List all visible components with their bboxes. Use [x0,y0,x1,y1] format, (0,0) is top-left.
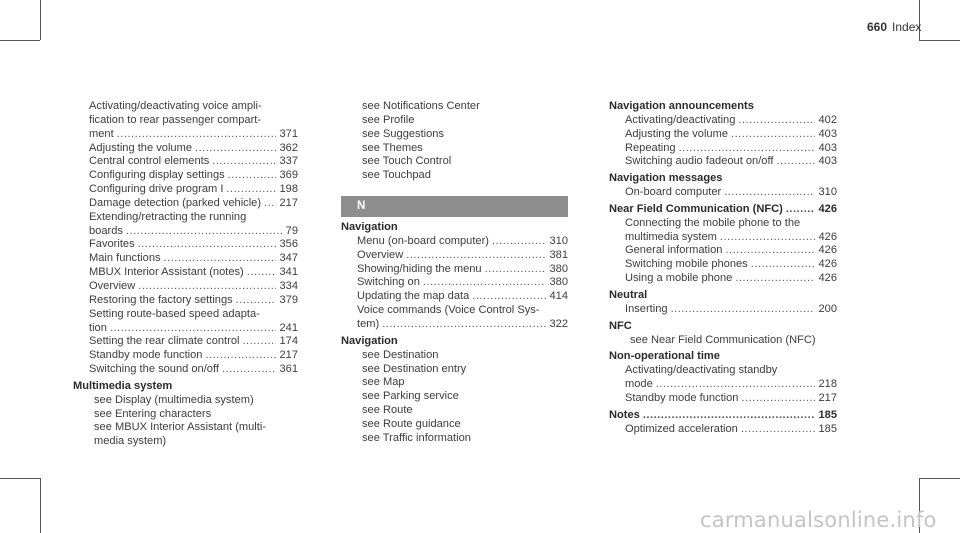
index-entry[interactable] [341,290,568,304]
section-letter-header: N [341,196,568,217]
page-reference[interactable]: 322 [549,317,568,330]
entry-text: see Touch Control [362,155,452,168]
entry-text: Navigation messages [609,172,723,185]
index-entry[interactable] [609,303,837,317]
entry-text: see MBUX Interior Assistant (multi- [94,421,267,434]
dot-leader [724,186,815,200]
entry-row [89,169,298,183]
page-number: 660 [867,20,888,34]
index-entry[interactable] [609,186,837,200]
page-reference[interactable]: 403 [818,155,837,168]
entry-row [625,114,837,128]
entry-row [89,280,298,294]
entry-row [625,155,837,169]
entry-text-line: Setting route-based speed adapta- [89,307,260,320]
page-reference[interactable]: 185 [818,422,837,435]
index-cross-reference [73,421,298,435]
entry-text: media system) [94,435,167,448]
index-entry[interactable] [73,308,298,336]
page-reference[interactable]: 403 [818,127,837,140]
dot-leader [205,349,276,363]
entry-text: Overview [89,279,136,292]
crop-mark [40,0,41,40]
dot-leader [656,378,816,392]
entry-row [94,394,298,408]
entry-row [357,235,568,249]
entry-text: Near Field Communication (NFC) [609,202,783,215]
entry-row [89,238,298,252]
entry-text: MBUX Interior Assistant (notes) [89,266,244,279]
entry-row [609,172,837,186]
entry-text: Adjusting the volume [89,141,192,154]
index-entry[interactable] [73,142,298,156]
page-reference[interactable]: 217 [279,349,298,362]
entry-row [630,334,837,348]
entry-text: see Destination entry [362,362,467,375]
entry-text: Navigation [341,221,398,234]
entry-text: ment [89,127,114,140]
entry-row [357,249,568,263]
entry-text: Repeating [625,141,676,154]
index-heading [73,380,298,394]
dot-leader [751,258,816,272]
entry-row [89,322,298,336]
entry-text: Configuring drive program I [89,183,224,196]
page-reference[interactable]: 426 [818,202,837,215]
index-cross-reference [341,404,568,418]
page-reference[interactable]: 334 [279,279,298,292]
dot-leader [741,392,815,406]
dot-leader [741,423,816,437]
entry-row [362,390,568,404]
index-entry[interactable] [341,235,568,249]
dot-leader [776,155,815,169]
entry-row [625,392,837,406]
index-cross-reference [341,142,568,156]
entry-text: Main functions [89,252,161,265]
dot-leader [492,235,547,249]
entry-row [357,290,568,304]
entry-row [362,376,568,390]
page-reference[interactable]: 341 [279,266,298,279]
index-heading [609,289,837,303]
entry-text-line: Activating/deactivating standby [625,364,778,377]
entry-row [625,231,837,245]
entry-text: mode [625,378,653,391]
page-reference[interactable]: 337 [279,155,298,168]
entry-text: Configuring display settings [89,169,225,182]
index-entry[interactable] [609,128,837,142]
dot-leader [720,231,816,245]
entry-text-line: fication to rear passenger compart- [89,113,262,126]
entry-text-line: Voice commands (Voice Control Sys- [357,304,540,317]
entry-row [362,432,568,446]
entry-row [89,142,298,156]
entry-row [625,423,837,437]
entry-row [89,225,298,239]
index-cross-reference [341,349,568,363]
index-entry[interactable] [73,238,298,252]
dot-leader [472,290,546,304]
index-entry[interactable] [609,217,837,245]
index-entry[interactable] [73,349,298,363]
index-cross-reference [341,390,568,404]
entry-text: General information [625,244,723,257]
page-reference[interactable]: 310 [549,234,568,247]
index-entry[interactable] [341,276,568,290]
page-reference[interactable]: 402 [818,113,837,126]
entry-row [89,349,298,363]
watermark: carmanualsonline.info [700,508,937,532]
entry-text: Switching mobile phones [625,258,748,271]
index-entry[interactable] [73,169,298,183]
entry-text: see Notifications Center [362,100,480,112]
entry-text: On-board computer [625,186,722,199]
entry-row [362,349,568,363]
index-heading [341,335,568,349]
entry-text: Standby mode function [625,391,739,404]
index-entry[interactable] [73,100,298,142]
entry-row [357,318,568,332]
index-entry[interactable] [341,304,568,332]
entry-row [625,142,837,156]
index-entry[interactable] [609,244,837,258]
page-reference[interactable]: 174 [279,335,298,348]
entry-text: see Traffic information [362,431,471,444]
index-cross-reference [341,155,568,169]
index-entry[interactable] [73,252,298,266]
entry-text: Switching the sound on/off [89,363,219,376]
entry-text: Central control elements [89,155,210,168]
dot-leader [247,266,277,280]
entry-text: Inserting [625,302,668,315]
entry-text: Adjusting the volume [625,127,728,140]
entry-text: Neutral [609,288,648,301]
index-cross-reference [341,169,568,183]
page-reference[interactable]: 362 [279,141,298,154]
index-entry[interactable] [73,294,298,308]
entry-text: see Touchpad [362,169,431,182]
entry-text: Optimized acceleration [625,422,738,435]
index-entry[interactable] [73,266,298,280]
index-cross-reference [341,100,568,114]
entry-text: Menu (on-board computer) [357,234,489,247]
entry-text: Switching on [357,276,420,289]
index-cross-reference [341,432,568,446]
index-heading [609,100,837,114]
index-entry[interactable] [73,335,298,349]
entry-text: Multimedia system [73,379,173,392]
entry-text: see Entering characters [94,407,212,420]
page-reference[interactable]: 414 [549,290,568,303]
page-reference[interactable]: 379 [279,293,298,306]
entry-row [362,155,568,169]
entry-row [89,294,298,308]
page-reference[interactable]: 380 [549,276,568,289]
crop-mark [0,478,40,479]
index-cross-reference [609,334,837,348]
entry-row [609,350,837,364]
index-cross-reference [341,128,568,142]
entry-text: Switching audio fadeout on/off [625,155,774,168]
entry-row [89,155,298,169]
entry-text: Using a mobile phone [625,272,733,285]
page-reference[interactable]: 217 [818,391,837,404]
index-entry[interactable] [73,280,298,294]
entry-text: see Profile [362,113,415,126]
entry-text: Non-operational time [609,350,720,363]
index-heading [609,320,837,334]
index-entry[interactable] [73,183,298,197]
entry-text: Navigation [341,334,398,347]
entry-text: Activating/deactivating [625,113,736,126]
index-cross-reference [341,114,568,128]
dot-leader [485,263,547,277]
dot-leader [138,238,277,252]
dot-leader [679,142,816,156]
entry-row [341,221,568,235]
index-entry[interactable] [609,142,837,156]
entry-row [362,128,568,142]
entry-text: see Near Field Communication (NFC) [630,333,816,346]
entry-row [73,380,298,394]
entry-row [625,272,837,286]
entry-row [89,266,298,280]
index-entry[interactable] [73,197,298,211]
entry-row [89,128,298,142]
page-header [867,20,921,34]
entry-text: Restoring the factory settings [89,293,233,306]
page-reference[interactable]: 369 [279,169,298,182]
entry-row [89,183,298,197]
page-reference[interactable]: 347 [279,252,298,265]
index-entry[interactable] [609,392,837,406]
page-reference[interactable]: 380 [549,262,568,275]
index-entry[interactable] [73,155,298,169]
index-cross-reference [341,376,568,390]
index-cross-reference [73,394,298,408]
entry-row [341,335,568,349]
entry-row [94,408,298,422]
entry-row [94,421,298,435]
page-reference[interactable]: 241 [279,321,298,334]
entry-text: boards [89,224,123,237]
index-column-2 [341,100,568,446]
dot-leader [242,335,276,349]
entry-text: Updating the map data [357,290,470,303]
entry-row [357,276,568,290]
entry-text: Favorites [89,238,135,251]
index-entry[interactable] [609,258,837,272]
page-reference[interactable]: 310 [818,186,837,199]
page-reference[interactable]: 426 [818,258,837,271]
entry-text: see Route [362,404,413,417]
index-cross-reference [341,363,568,377]
dot-leader [731,128,815,142]
entry-text: Navigation announcements [609,100,754,112]
entry-row [625,244,837,258]
dot-leader [195,142,276,156]
page-reference[interactable]: 426 [818,244,837,257]
entry-text-line: Extending/retracting the running [89,210,247,223]
entry-row [609,409,837,423]
index-entry[interactable] [341,249,568,263]
dot-leader [126,225,283,239]
dot-leader [738,114,815,128]
page-reference[interactable]: 426 [818,230,837,243]
entry-text: Notes [609,408,640,421]
crop-mark [919,478,960,479]
crop-mark [919,40,960,41]
entry-text: tem) [357,317,380,330]
entry-text: NFC [609,319,632,332]
index-entry[interactable] [609,364,837,392]
dot-leader [222,363,277,377]
index-entry[interactable] [73,211,298,239]
crop-mark [0,40,40,41]
dot-leader [226,183,276,197]
dot-leader [164,252,277,266]
entry-text-line: Connecting the mobile phone to the [625,216,801,229]
entry-row [609,289,837,303]
dot-leader [228,169,277,183]
page-reference[interactable]: 381 [549,248,568,261]
index-cross-reference [73,408,298,422]
entry-row [357,263,568,277]
dot-leader [236,294,277,308]
entry-text: see Route guidance [362,417,461,430]
page-reference[interactable]: 426 [818,272,837,285]
page-reference[interactable]: 200 [818,302,837,315]
entry-text: Showing/hiding the menu [357,262,482,275]
entry-row [625,258,837,272]
entry-row [362,169,568,183]
entry-row [89,335,298,349]
entry-row [625,186,837,200]
index-entry[interactable] [609,423,837,437]
index-heading[interactable] [609,409,837,423]
page-reference[interactable]: 356 [279,238,298,251]
page-title: Index [892,20,922,34]
dot-leader [212,155,276,169]
entry-text: see Suggestions [362,127,445,140]
index-column-1 [73,100,298,449]
entry-row [625,128,837,142]
entry-row [89,197,298,211]
index-heading [609,172,837,186]
entry-row [609,100,837,114]
index-heading [609,350,837,364]
page-reference[interactable]: 79 [285,224,298,237]
entry-row [362,100,568,114]
entry-text-line: Activating/deactivating voice ampli- [89,100,262,112]
index-entry[interactable] [609,155,837,169]
dot-leader [735,272,815,286]
index-entry[interactable] [609,272,837,286]
entry-text: tion [89,321,107,334]
crop-mark [40,478,41,533]
dot-leader [671,303,816,317]
entry-row [609,203,837,217]
entry-text: see Map [362,376,405,389]
entry-row [89,252,298,266]
dot-leader [117,128,277,142]
dot-leader [264,197,276,211]
dot-leader [406,249,546,263]
dot-leader [725,244,815,258]
dot-leader [110,322,277,336]
entry-text: Damage detection (parked vehicle) [89,196,262,209]
entry-row [362,142,568,156]
entry-text: Overview [357,248,404,261]
entry-text: see Destination [362,348,439,361]
entry-text: see Themes [362,141,423,154]
entry-text: Setting the rear climate control [89,335,240,348]
index-cross-reference [341,418,568,432]
entry-row [625,303,837,317]
entry-row [609,320,837,334]
index-entry[interactable] [609,114,837,128]
page-reference[interactable]: 403 [818,141,837,154]
entry-row [362,404,568,418]
entry-row [625,378,837,392]
dot-leader [382,318,546,332]
entry-text: Standby mode function [89,349,203,362]
page-reference[interactable]: 218 [818,378,837,391]
dot-leader [643,409,816,423]
entry-row [362,363,568,377]
entry-text: multimedia system [625,230,717,243]
page-reference[interactable]: 217 [279,196,298,209]
dot-leader [786,203,816,217]
entry-text: see Parking service [362,390,459,403]
entry-text: see Display (multimedia system) [94,393,254,406]
entry-row [89,363,298,377]
entry-row [362,418,568,432]
dot-leader [138,280,276,294]
index-heading [341,221,568,235]
index-heading[interactable] [609,203,837,217]
index-cross-reference [73,435,298,449]
page-reference[interactable]: 185 [818,408,837,421]
page-reference[interactable]: 371 [279,127,298,140]
page-reference[interactable]: 361 [279,363,298,376]
entry-row [94,435,298,449]
dot-leader [423,276,547,290]
entry-row [362,114,568,128]
index-column-3 [609,100,837,436]
index-entry[interactable] [73,363,298,377]
page-reference[interactable]: 198 [279,183,298,196]
index-entry[interactable] [341,263,568,277]
